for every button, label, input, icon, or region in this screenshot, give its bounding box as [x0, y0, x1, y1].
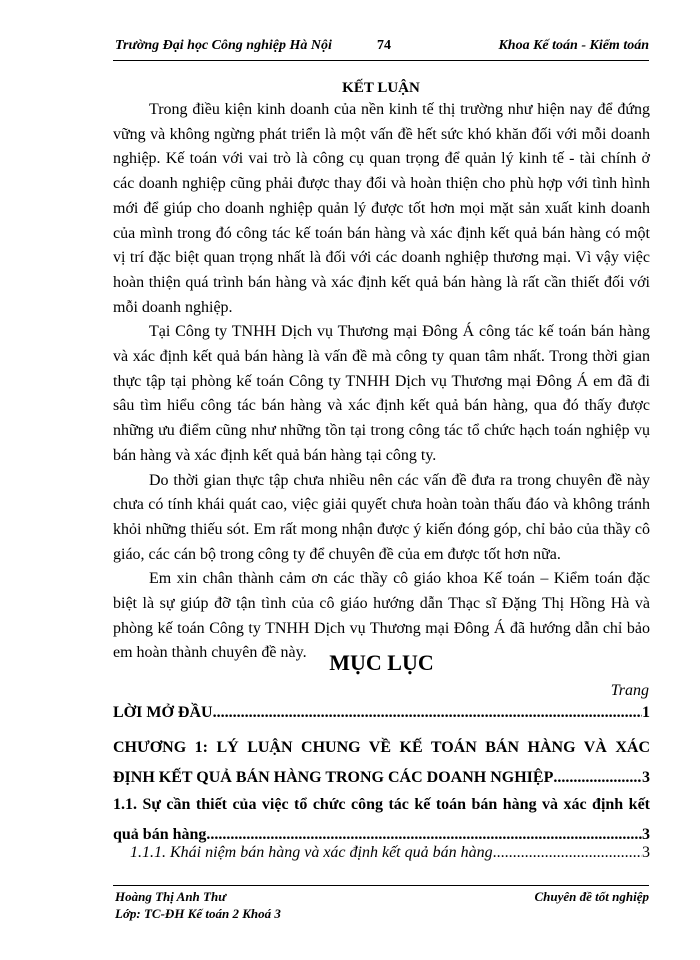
toc-entry[interactable]	[113, 790, 650, 850]
page-header	[115, 38, 649, 60]
paragraph: Em xin chân thành cảm ơn các thầy cô giáo khoa Kế toán – Kiểm toán đặc biệt là sự giúp đỡ tận tình của cô giáo hướng dẫn Thạc sĩ Đặng Thị Hồng Hà và phòng kế toán Công ty TNHH Dịch vụ Thương mại Đông Á đã hướng dẫn chỉ bảo em hoàn thành chuyên đề này.	[113, 570, 650, 662]
toc-title: MỤC LỤC	[329, 650, 434, 675]
header-school: Trường Đại học Công nghiệp Hà Nội	[115, 38, 332, 53]
toc-entry-text: 1.1.1. Khái niệm bán hàng và xác định kết quả bán hàng	[130, 844, 493, 861]
toc-leader-dots	[493, 844, 642, 862]
toc-page-label: Trang	[610, 682, 649, 699]
paragraph: Tại Công ty TNHH Dịch vụ Thương mại Đông Á công tác kế toán bán hàng và xác định kết quả bán hàng là vấn đề mà công ty quan tâm nhất. Trong thời gian thực tập tại phòng kế toán Công ty TNHH Dịch vụ Thương mại Đông Á em đã đi sâu tìm hiểu công tác bán hàng và xác định kết quả bán hàng, qua đó thấy được những ưu điểm cũng như những tồn tại trong công tác tổ chức hạch toán nghiệp vụ bán hàng và xác định kết quả bán hàng tại công ty.	[113, 323, 650, 464]
paragraph: Trong điều kiện kinh doanh của nền kinh tế thị trường như hiện nay để đứng vững và không ngừng phát triển là một vấn đề hết sức khó khăn đối với mỗi doanh nghiệp. Kế toán với vai trò là công cụ quan trọng để quản lý kinh tế - tài chính ở các doanh nghiệp cũng phải được thay đổi và hoàn thiện cho phù hợp với tình hình mới để giúp cho doanh nghiệp quản lý được tốt hơn mọi mặt sản xuất kinh doanh của mình trong đó công tác kế toán bán hàng và xác định kết quả bán hàng có một vị trí đặc biệt quan trọng nhất là đối với các doanh nghiệp thương mại. Vì vậy việc hoàn thiện quá trình bán hàng và xác định kết quả bán hàng là rất cần thiết đối với mỗi doanh nghiệp.	[113, 101, 650, 316]
footer-doc-type: Chuyên đề tốt nghiệp	[534, 889, 649, 904]
toc-entry-text: ĐỊNH KẾT QUẢ BÁN HÀNG TRONG CÁC DOANH NGHIỆP	[113, 769, 554, 786]
toc-entry-text: CHƯƠNG 1: LÝ LUẬN CHUNG VỀ KẾ TOÁN BÁN HÀNG VÀ XÁC	[113, 739, 650, 756]
toc-entry[interactable]	[130, 844, 650, 862]
toc-leader-dots	[213, 704, 642, 722]
toc-entry-page: 3	[642, 844, 650, 861]
toc-entry-page: 3	[642, 769, 650, 786]
page-footer	[115, 888, 649, 922]
paragraph: Do thời gian thực tập chưa nhiều nên các vấn đề đưa ra trong chuyên đề này chưa có tính khái quát cao, việc giải quyết chưa hoàn toàn thấu đáo và không tránh khỏi những thiếu sót. Em rất mong nhận được ý kiến đóng góp, chỉ bảo của thầy cô giáo, các cán bộ trong công ty để chuyên đề của em được tốt hơn nữa.	[113, 471, 650, 563]
footer-author: Hoàng Thị Anh Thư	[115, 889, 226, 904]
toc-entry-page: 3	[642, 826, 650, 843]
footer-class: Lớp: TC-ĐH Kế toán 2 Khoá 3	[115, 906, 281, 921]
conclusion-body	[113, 98, 650, 666]
toc-entry-text: quả bán hàng	[113, 826, 207, 843]
toc-leader-dots	[553, 763, 642, 793]
toc-entry-text: 1.1. Sự cần thiết của việc tổ chức công tác kế toán bán hàng và xác định kết	[113, 796, 650, 813]
conclusion-title: KẾT LUẬN	[342, 80, 420, 96]
toc-entry[interactable]	[113, 733, 650, 793]
footer-rule	[113, 885, 649, 886]
toc-entry-page: 1	[642, 704, 650, 721]
toc-entry[interactable]	[113, 704, 650, 722]
header-rule	[113, 60, 649, 61]
header-faculty: Khoa Kế toán - Kiểm toán	[498, 38, 649, 53]
page-number: 74	[377, 38, 391, 53]
toc-entry-text: LỜI MỞ ĐẦU	[113, 704, 213, 721]
